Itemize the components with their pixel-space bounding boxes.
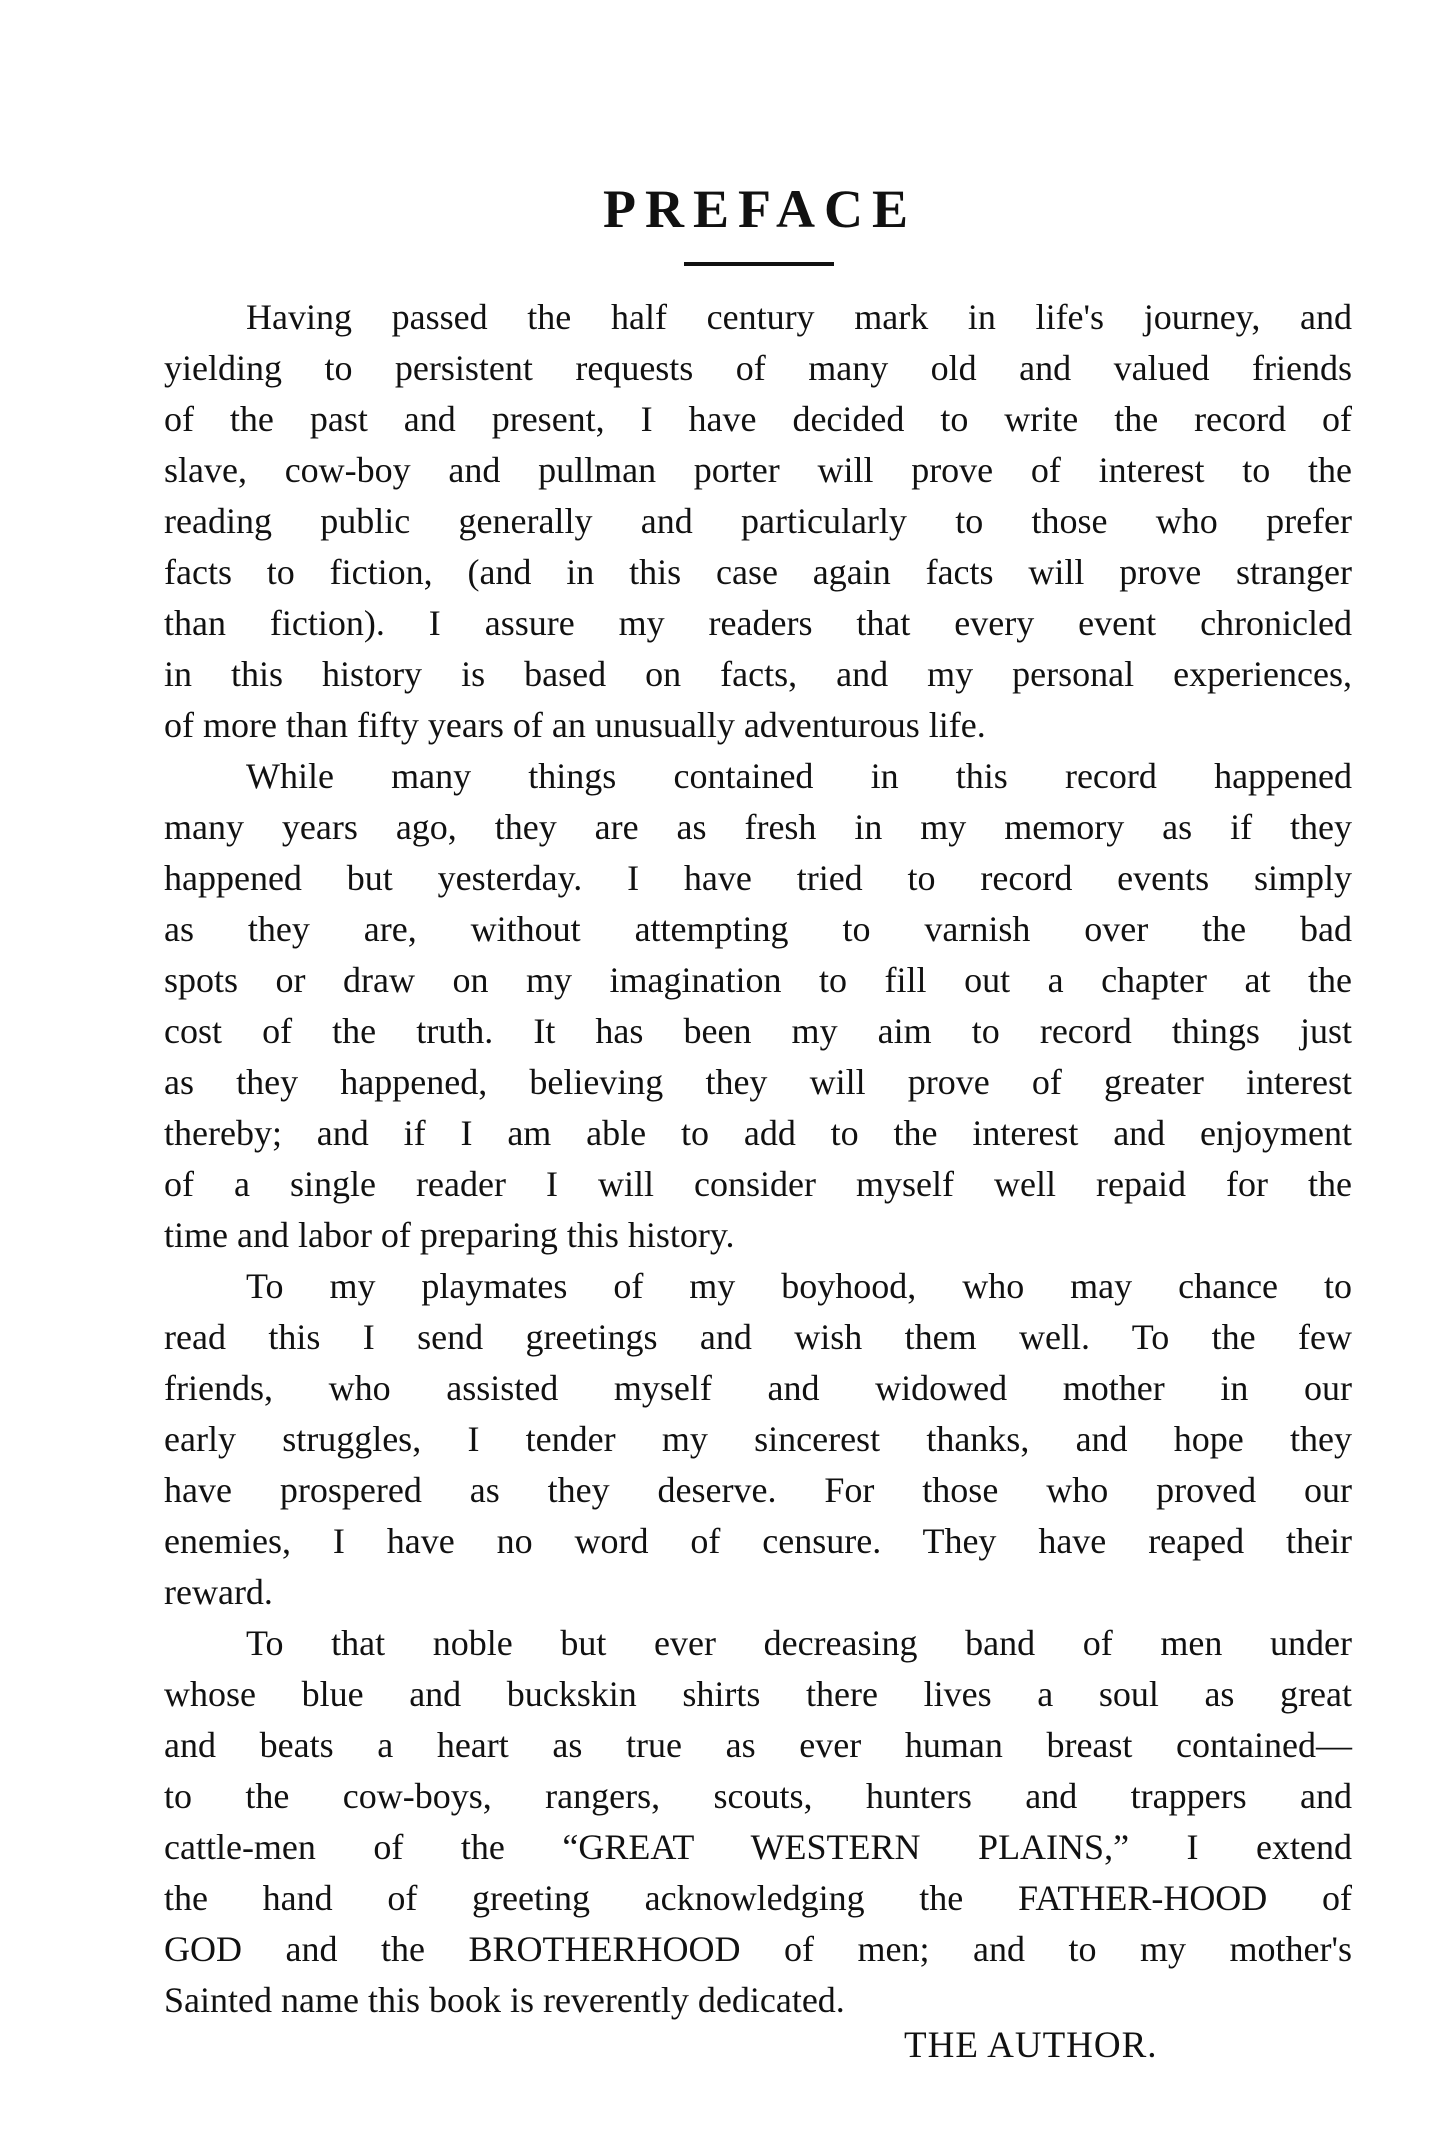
text-line: reading public generally and particularly to those who prefer xyxy=(164,501,1352,541)
text-line: to the cow-boys, rangers, scouts, hunters and trappers and xyxy=(164,1776,1352,1816)
text-line: friends, who assisted myself and widowed mother in our xyxy=(164,1368,1352,1408)
text-line: of more than fifty years of an unusually adventurous life. xyxy=(164,705,986,745)
text-line: enemies, I have no word of censure. They have reaped their xyxy=(164,1521,1352,1561)
text-line: read this I send greetings and wish them well. To the few xyxy=(164,1317,1352,1357)
text-line: yielding to persistent requests of many old and valued friends xyxy=(164,348,1352,388)
text-line: as they happened, believing they will prove of greater interest xyxy=(164,1062,1352,1102)
paragraph xyxy=(164,1618,1352,2026)
text-line: Having passed the half century mark in life's journey, and xyxy=(246,297,1352,337)
text-line: To that noble but ever decreasing band of men under xyxy=(246,1623,1352,1663)
text-line: as they are, without attempting to varnish over the bad xyxy=(164,909,1352,949)
text-line: reward. xyxy=(164,1572,273,1612)
text-line: cattle-men of the “GREAT WESTERN PLAINS,” I extend xyxy=(164,1827,1352,1867)
text-line: of a single reader I will consider myself well repaid for the xyxy=(164,1164,1352,1204)
text-line: GOD and the BROTHERHOOD of men; and to my mother's xyxy=(164,1929,1352,1969)
text-line: than fiction). I assure my readers that every event chronicled xyxy=(164,603,1352,643)
title-rule xyxy=(684,262,834,266)
text-line: While many things contained in this record happened xyxy=(246,756,1352,796)
text-line: early struggles, I tender my sincerest thanks, and hope they xyxy=(164,1419,1352,1459)
text-line: and beats a heart as true as ever human breast contained— xyxy=(164,1725,1352,1765)
text-line: in this history is based on facts, and my personal experiences, xyxy=(164,654,1352,694)
text-line: facts to fiction, (and in this case again facts will prove stranger xyxy=(164,552,1352,592)
text-line: slave, cow-boy and pullman porter will prove of interest to the xyxy=(164,450,1352,490)
paragraph xyxy=(164,1261,1352,1618)
text-line: of the past and present, I have decided to write the record of xyxy=(164,399,1352,439)
signature: THE AUTHOR. xyxy=(904,2025,1158,2066)
text-line: To my playmates of my boyhood, who may chance to xyxy=(246,1266,1352,1306)
paragraph xyxy=(164,751,1352,1261)
text-line: the hand of greeting acknowledging the FATHER-HOOD of xyxy=(164,1878,1352,1918)
text-line: thereby; and if I am able to add to the interest and enjoyment xyxy=(164,1113,1352,1153)
text-line: cost of the truth. It has been my aim to record things just xyxy=(164,1011,1352,1051)
text-line: many years ago, they are as fresh in my memory as if they xyxy=(164,807,1352,847)
text-line: Sainted name this book is reverently dedicated. xyxy=(164,1980,845,2020)
text-line: happened but yesterday. I have tried to record events simply xyxy=(164,858,1352,898)
text-line: time and labor of preparing this history. xyxy=(164,1215,735,1255)
page-title: PREFACE xyxy=(603,179,917,239)
paragraph xyxy=(164,292,1352,751)
text-line: whose blue and buckskin shirts there lives a soul as great xyxy=(164,1674,1352,1714)
preface-body xyxy=(164,292,1352,2026)
text-line: have prospered as they deserve. For those who proved our xyxy=(164,1470,1352,1510)
text-line: spots or draw on my imagination to fill out a chapter at the xyxy=(164,960,1352,1000)
